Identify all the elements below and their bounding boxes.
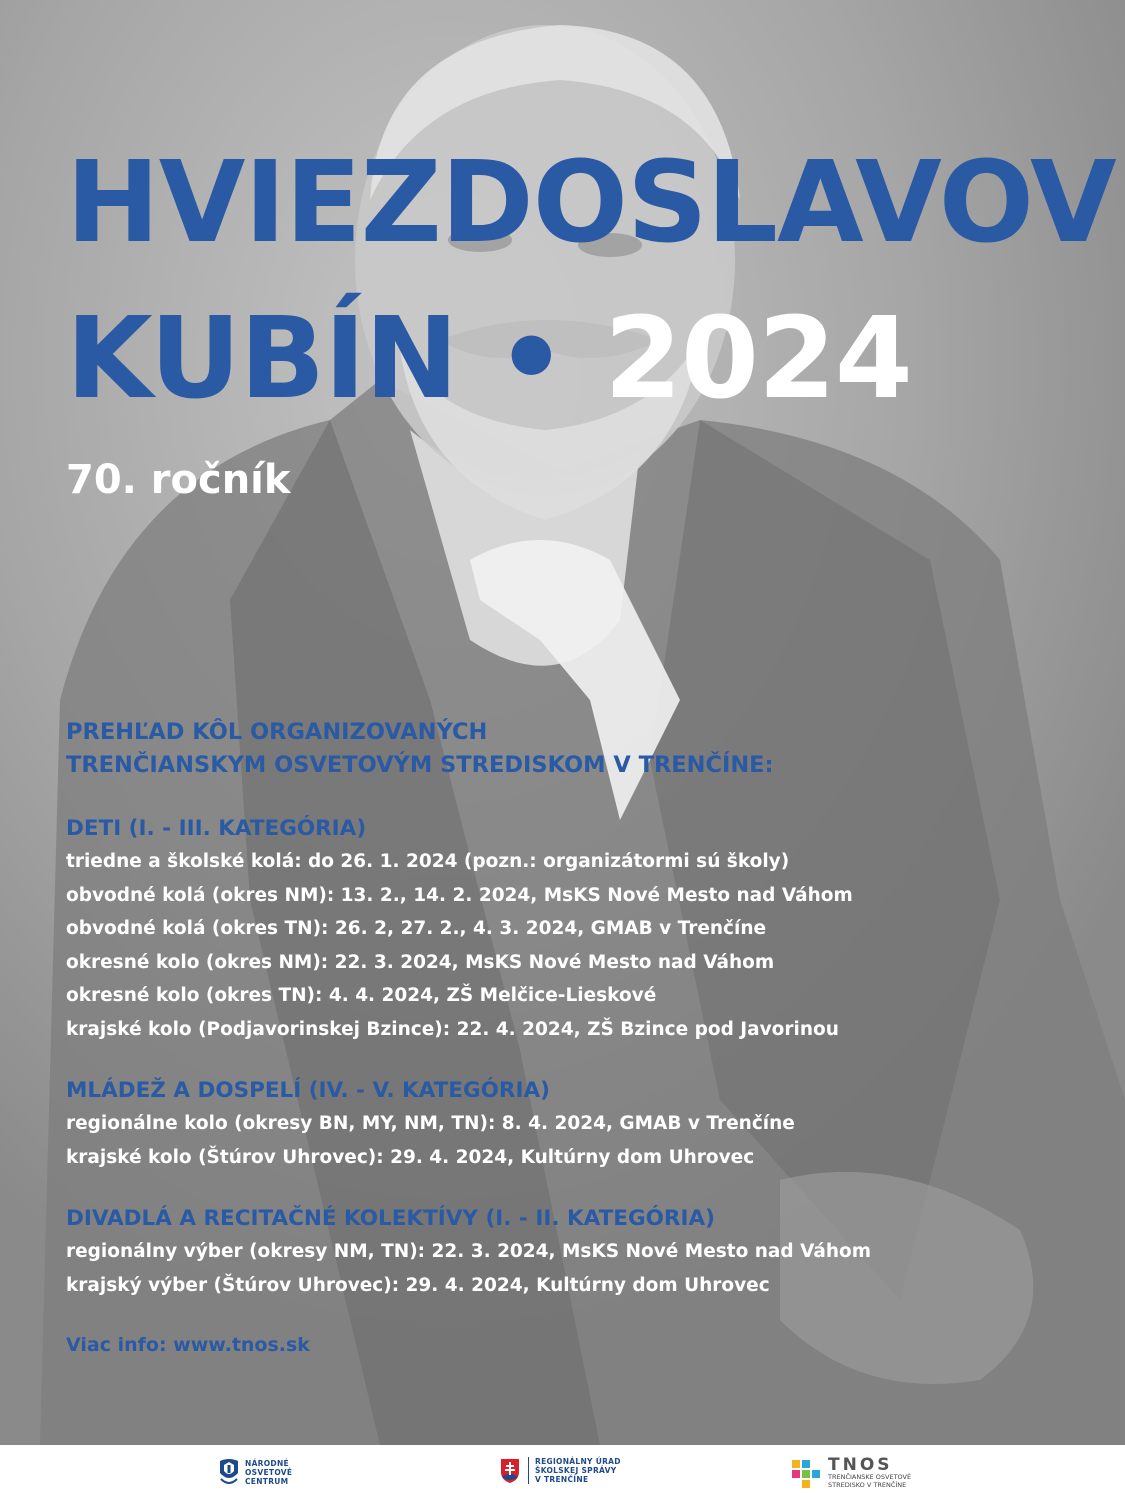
schedule-line: obvodné kolá (okres NM): 13. 2., 14. 2. 2024, MsKS Nové Mesto nad Váhom [66, 884, 853, 906]
schedule-line: krajský výber (Štúrov Uhrovec): 29. 4. 2024, Kultúrny dom Uhrovec [66, 1274, 770, 1296]
tnos-text: TNOS TRENČIANSKE OSVETOVÉ STREDISKO V TRENČÍNE [828, 1455, 912, 1489]
noc-emblem-icon [218, 1457, 240, 1487]
logo-narodne-osvetove-centrum [218, 1457, 292, 1487]
noc-name: NÁRODNÉ OSVETOVÉ CENTRUM [245, 1458, 293, 1486]
title-separator: • [457, 294, 605, 424]
schedule-line: obvodné kolá (okres TN): 26. 2, 27. 2., 4. 3. 2024, GMAB v Trenčíne [66, 918, 767, 939]
title-line-2 [66, 294, 912, 424]
schedule-line: krajské kolo (Štúrov Uhrovec): 29. 4. 2024, Kultúrny dom Uhrovec [66, 1146, 755, 1168]
section-mladez [66, 1074, 1076, 1174]
title-word-kubin: KUBÍN [66, 294, 458, 424]
slovak-coat-of-arms-icon [500, 1458, 520, 1484]
edition-label: 70. ročník [66, 457, 291, 503]
schedule-content [66, 716, 1076, 1379]
schedule-line: krajské kolo (Podjavorinskej Bzince): 22. 4. 2024, ZŠ Bzince pod Javorinou [66, 1018, 839, 1040]
logo-tnos [790, 1457, 911, 1489]
section-divadla [66, 1202, 1076, 1302]
schedule-line: triedne a školské kolá: do 26. 1. 2024 (pozn.: organizátormi sú školy) [66, 851, 790, 872]
section-title: DIVADLÁ A RECITAČNÉ KOLEKTÍVY (I. - II. KATEGÓRIA) [66, 1206, 715, 1231]
more-info-link[interactable]: Viac info: www.tnos.sk [66, 1334, 310, 1356]
logo-rus-trencin [500, 1457, 621, 1484]
schedule-line: regionálne kolo (okresy BN, MY, NM, TN): 8. 4. 2024, GMAB v Trenčíne [66, 1113, 795, 1134]
footer-logos [0, 1445, 1125, 1500]
section-title: MLÁDEŽ A DOSPELÍ (IV. - V. KATEGÓRIA) [66, 1078, 550, 1103]
title-line-1: HVIEZDOSLAVOV [66, 138, 1116, 268]
overview-heading-line-1: PREHĽAD KÔL ORGANIZOVANÝCH [66, 719, 488, 745]
section-title: DETI (I. - III. KATEGÓRIA) [66, 816, 367, 841]
schedule-line: regionálny výber (okresy NM, TN): 22. 3. 2024, MsKS Nové Mesto nad Váhom [66, 1241, 872, 1262]
title-year: 2024 [604, 294, 912, 424]
rus-name: REGIONÁLNY ÚRAD ŠKOLSKEJ SPRÁVY V TRENČÍNE [528, 1457, 621, 1484]
overview-heading-line-2: TRENČIANSKYM OSVETOVÝM STREDISKOM V TRENČÍNE: [66, 752, 774, 778]
schedule-line: okresné kolo (okres TN): 4. 4. 2024, ZŠ Melčice-Lieskové [66, 985, 657, 1006]
section-deti [66, 812, 1076, 1046]
schedule-line: okresné kolo (okres NM): 22. 3. 2024, MsKS Nové Mesto nad Váhom [66, 951, 775, 973]
tnos-mosaic-icon [790, 1458, 822, 1488]
